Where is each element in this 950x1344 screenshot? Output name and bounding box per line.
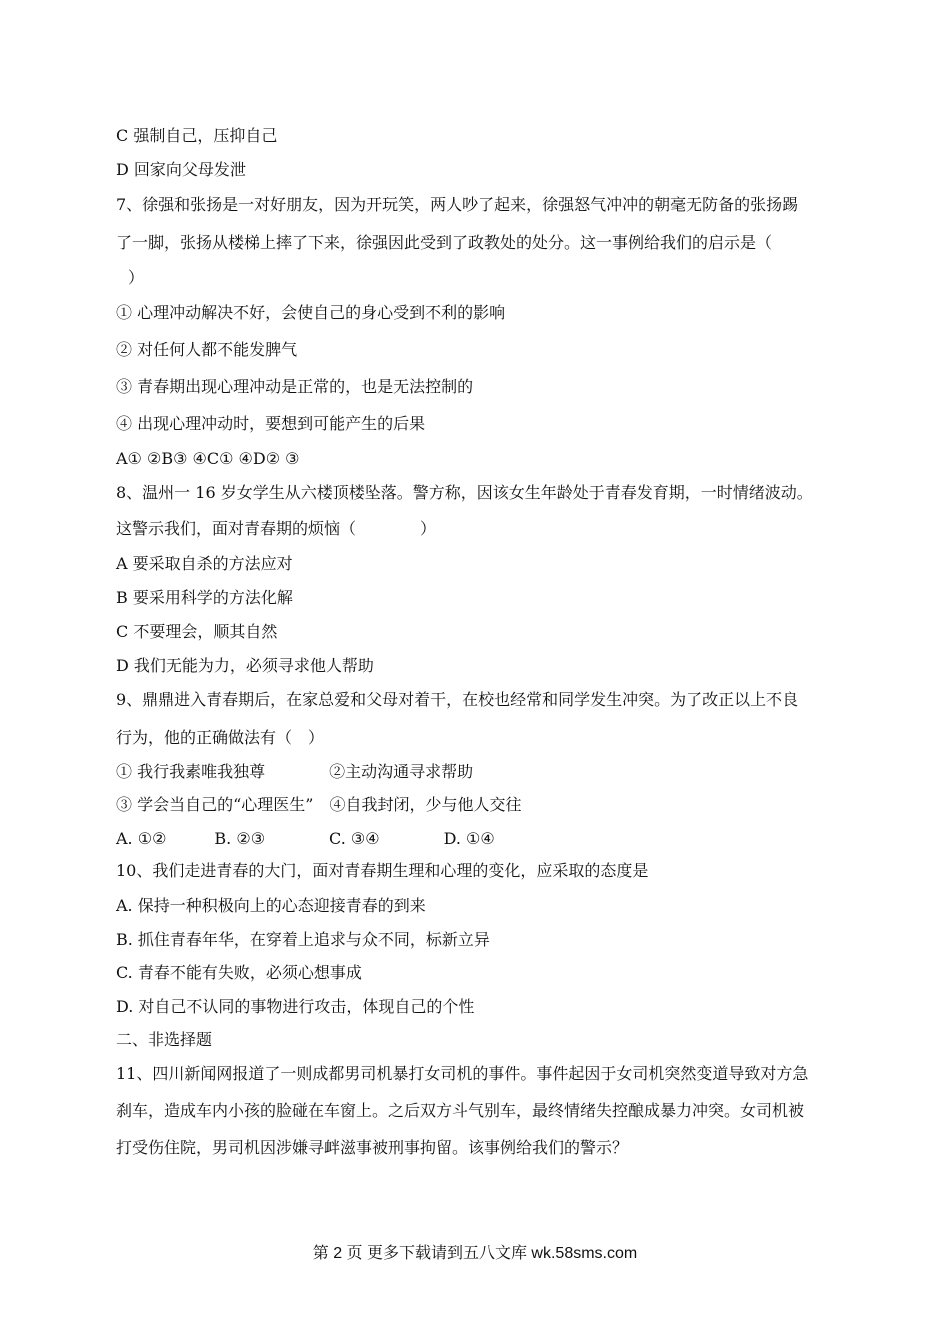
page-footer: 第 2 页 更多下载请到五八文库 wk.58sms.com xyxy=(312,1245,638,1262)
option-b-q10: B. 抓住青春年华，在穿着上追求与众不同，标新立异 xyxy=(116,930,490,949)
section-heading: 二、非选择题 xyxy=(116,1030,213,1049)
q7-statement-1: ① 心理冲动解决不好，会使自己的身心受到不利的影响 xyxy=(116,303,506,322)
option-c-q6: C 强制自己，压抑自己 xyxy=(116,126,278,145)
q7-statement-3: ③ 青春期出现心理冲动是正常的，也是无法控制的 xyxy=(116,377,474,396)
q9-statements-1-2: ① 我行我素唯我独尊 ②主动沟通寻求帮助 xyxy=(116,762,474,781)
option-a-q10: A. 保持一种积极向上的心态迎接青春的到来 xyxy=(116,896,426,915)
question-11-line-2: 刹车，造成车内小孩的脸碰在车窗上。之后双方斗气别车，最终情绪失控酿成暴力冲突。女司机被 xyxy=(116,1101,805,1120)
question-8-line-2: 这警示我们，面对青春期的烦恼（ ） xyxy=(116,519,437,538)
question-11-line-1: 11、四川新闻网报道了一则成都男司机暴打女司机的事件。事件起因于女司机突然变道导致对方急 xyxy=(116,1064,809,1083)
q9-options: A. ①② B. ②③ C. ③④ D. ①④ xyxy=(116,829,495,848)
option-b-q8: B 要采用科学的方法化解 xyxy=(116,588,293,607)
question-11-line-3: 打受伤住院，男司机因涉嫌寻衅滋事被刑事拘留。该事例给我们的警示？ xyxy=(116,1138,629,1157)
question-10: 10、我们走进青春的大门，面对青春期生理和心理的变化，应采取的态度是 xyxy=(116,861,649,880)
question-9-line-2: 行为，他的正确做法有（ ） xyxy=(116,728,325,747)
question-7-bracket: ） xyxy=(128,268,145,287)
question-7-line-2: 了一脚，张扬从楼梯上摔了下来，徐强因此受到了政教处的处分。这一事例给我们的启示是（ xyxy=(116,233,773,252)
option-d-q6: D 回家向父母发泄 xyxy=(116,160,246,179)
question-7-line-1: 7、徐强和张扬是一对好朋友，因为开玩笑，两人吵了起来，徐强怒气冲冲的朝毫无防备的张扬踢 xyxy=(116,195,799,214)
option-c-q8: C 不要理会，顺其自然 xyxy=(116,622,278,641)
option-c-q10: C. 青春不能有失败，必须心想事成 xyxy=(116,963,362,982)
option-a-q8: A 要采取自杀的方法应对 xyxy=(116,554,293,573)
q7-statement-2: ② 对任何人都不能发脾气 xyxy=(116,340,298,359)
q7-options: A① ②B③ ④C① ④D② ③ xyxy=(116,449,300,468)
question-9-line-1: 9、鼎鼎进入青春期后，在家总爱和父母对着干，在校也经常和同学发生冲突。为了改正以上不良 xyxy=(116,690,799,709)
option-d-q8: D 我们无能为力，必须寻求他人帮助 xyxy=(116,656,374,675)
question-8-line-1: 8、温州一 16 岁女学生从六楼顶楼坠落。警方称，因该女生年龄处于青春发育期，一时情绪波动。 xyxy=(116,483,813,502)
q7-statement-4: ④ 出现心理冲动时，要想到可能产生的后果 xyxy=(116,414,426,433)
option-d-q10: D. 对自己不认同的事物进行攻击，体现自己的个性 xyxy=(116,997,475,1016)
q9-statements-3-4: ③ 学会当自己的“心理医生” ④自我封闭，少与他人交往 xyxy=(116,795,522,814)
